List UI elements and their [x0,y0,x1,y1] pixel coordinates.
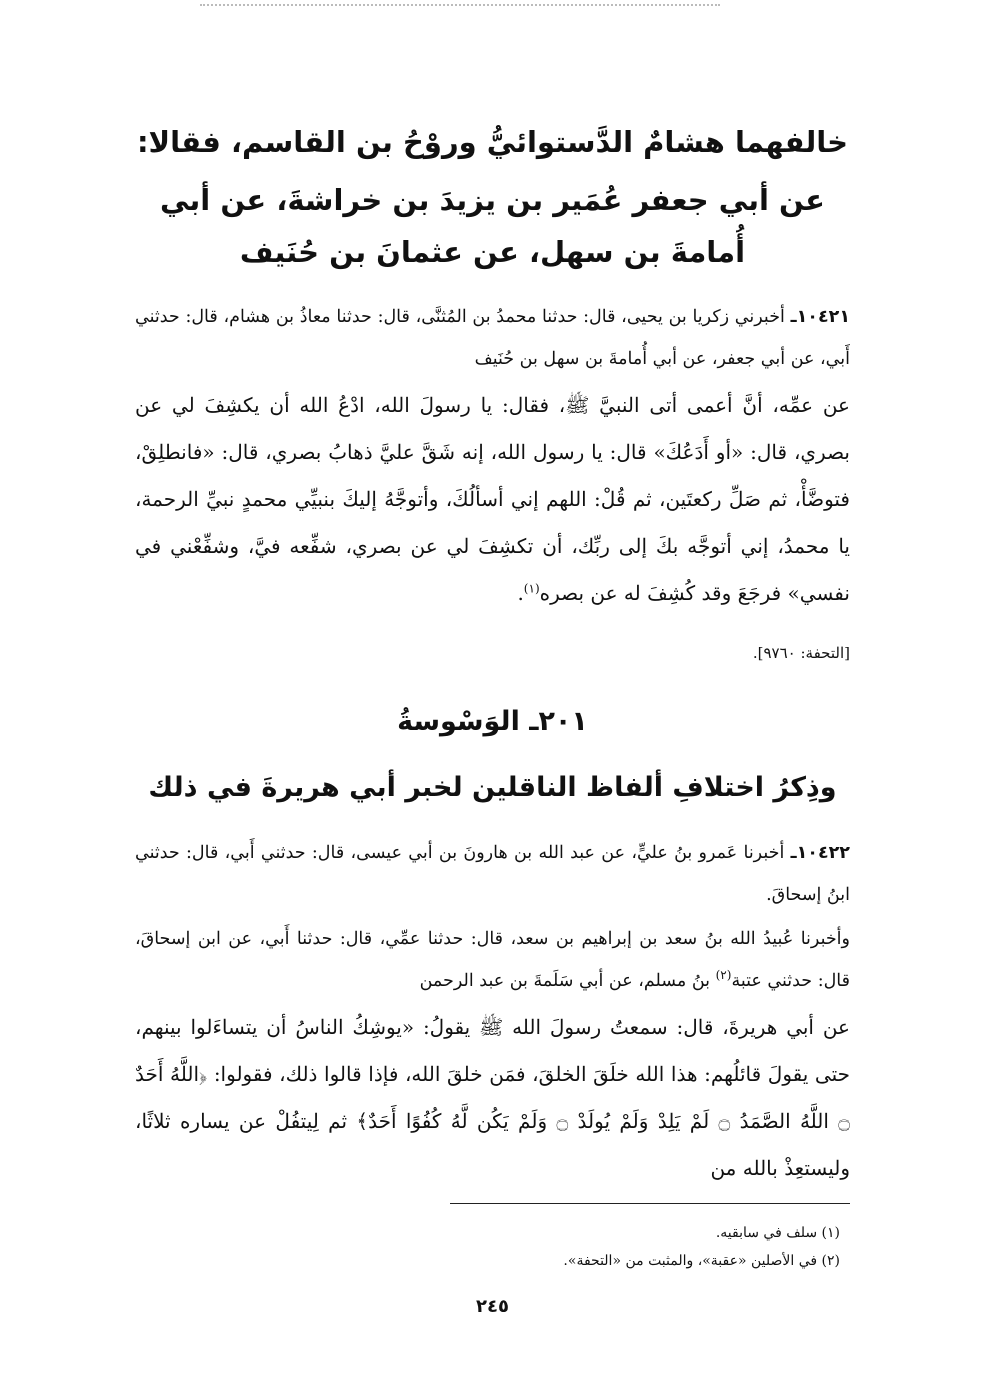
chapter-title: ٢٠١ـ الوَسْوسةُ [397,706,588,737]
hadith-isnad-text-cont: بنُ مسلم، عن أبي سَلَمةَ بن عبد الرحمن [419,971,716,991]
hadith-isnad-text: أخبرني زكريا بن يحيى، قال: حدثنا محمدُ بن المُثنَّى، قال: حدثنا معاذُ بن هشام، قال: حدثني أَبي، عن أبي جعفر، عن أبي أُمامةَ بن سهل بن حُنَيف [135,307,850,369]
section-heading-line2: عن أبي جعفر عُمَير بن يزيدَ بن خراشةَ، عن أبي أُمامةَ بن سهل، عن عثمانَ بن حُنَيف [160,183,825,269]
hadith-matn-text: عن عمِّه، أنَّ أعمى أتى النبيَّ ﷺ، فقال: يا رسولَ الله، ادْعُ الله أن يكشِفَ لي عن بصري، قال: «أو أَدَعُكَ» قال: يا رسول الله، إنه شَقَّ عليَّ ذهابُ بصري، قال: «فانطلِقْ، فتوضَّأْ، ثم صَلِّ ركعتَين، ثم قُلْ: اللهم إني أسألُكَ، وأتوجَّهُ إليكَ بنبيِّي محمدٍ نبيِّ الرحمة، يا محمدُ، إني أتوجَّه بكَ إلى ربِّك، أن تكشِفَ لي عن بصري، شفِّعه فيَّ، وشفِّعْني في نفسي» فرجَعَ وقد كُشِفَ له عن بصره [135,393,850,605]
footnote-2: (٢) في الأصلين «عقبة»، والمثبت من «التحفة». [563,1253,840,1269]
hadith-number: ١٠٤٢١ـ [790,307,850,327]
footnote-marker-2[interactable]: (٢) [715,968,732,983]
footnotes [135,1219,850,1275]
hadith-1422-isnad1 [135,832,850,916]
hadith-matn-text: عن أبي هريرةَ، قال: سمعتُ رسولَ الله ﷺ يقولُ: «يوشِكُ الناسُ أن يتساءَلوا بينهم، حتى يقولَ قائلُهم: هذا الله خلَقَ الخلقَ، فمَن خلقَ الله، فإذا قالوا ذلك، فقولوا: [135,1015,851,1086]
hadith-isnad-text: وأخبرنا عُبيدُ الله بنُ سعد بن إبراهيم بن سعد، قال: حدثنا عمِّي، قال: حدثنا أَبي، عن ابن إسحاقَ، قال: حدثني عتبة [135,929,850,991]
hadith-1422-isnad2 [135,918,850,1002]
chapter-subtitle: وذِكرُ اختلافِ ألفاظ الناقلين لخبر أبي هريرةَ في ذلك [148,772,837,803]
hadith-isnad-text: أخبرنا عَمرو بنُ عليٍّ، عن عبد الله بن هارونَ بن أبي عيسى، قال: حدثني أَبي، قال: حدثني ابنُ إسحاقَ. [135,843,850,905]
footnote-marker-1[interactable]: (١) [523,581,540,596]
page-number: ٢٤٥ [476,1296,509,1317]
book-page [135,0,850,1399]
section-heading-line1: خالفهما هشامٌ الدَّستوائيُّ وروْحُ بن القاسم، فقالا: [136,125,849,159]
hadith-number: ١٠٤٢٢ـ [790,843,850,863]
hadith-matn-end: . [517,581,524,605]
hadith-1422-matn [135,1004,850,1192]
hadith-matn-text-cont: ثم لِيتفُلْ عن يساره ثلاثًا، وليستعِذْ بالله من [135,1109,850,1180]
footnote-1: (١) سلف في سابقيه. [715,1225,840,1241]
quran-verse: ﴿اللَّهُ أَحَدٌ ۝ اللَّهُ الصَّمَدُ ۝ لَمْ يَلِدْ وَلَمْ يُولَدْ ۝ وَلَمْ يَكُن لَّهُ كُفُوًا أَحَدٌ﴾ [135,1062,851,1133]
hadith-1421-matn [135,382,850,617]
footnote-separator [450,1203,850,1204]
hadith-1421-isnad [135,296,850,380]
tuhfa-reference: [التحفة: ٩٧٦٠]. [752,644,850,662]
